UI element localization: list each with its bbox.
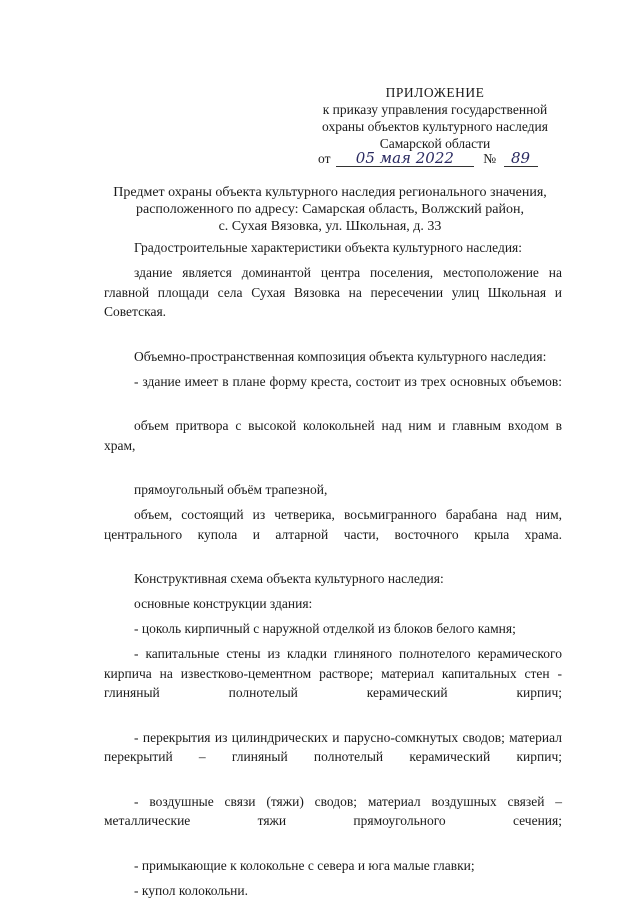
paragraph: основные конструкции здания: — [134, 596, 313, 611]
appendix-line: охраны объектов культурного наследия — [322, 119, 548, 134]
handwritten-date: 05 мая 2022 — [336, 151, 474, 167]
paragraph: Объемно-пространственная композиция объекта культурного наследия: — [134, 348, 547, 364]
appendix-line: Самарской области — [379, 136, 491, 151]
paragraph: прямоугольный объём трапезной, — [134, 482, 328, 497]
appendix-header — [300, 84, 570, 152]
paragraph: - здание имеет в плане форму креста, состоит из трех основных объемов: — [134, 373, 562, 389]
appendix-line: к приказу управления государственной — [322, 102, 548, 117]
paragraph: объем притвора с высокой колокольней над ним и главным входом в храм, — [104, 418, 562, 453]
paragraph: здание является доминантой центра поселения, местоположение на главной площади села Сухая Вязовка на пересечении улиц Школьная и Советская. — [104, 265, 562, 319]
paragraph: Конструктивная схема объекта культурного наследия: — [134, 571, 444, 586]
document-body — [104, 238, 562, 900]
paragraph: - купол колокольни. — [134, 882, 248, 898]
subject-line: расположенного по адресу: Самарская область, Волжский район, — [135, 202, 524, 217]
paragraph: - капитальные стены из кладки глиняного полнотелого керамического кирпича на известково-цементном растворе; материал капитальных стен - глиняный полнотелый керамический кирпич; — [104, 646, 562, 700]
paragraph: объем, состоящий из четверика, восьмигранного барабана над ним, центрального купола и алтарной части, восточного крыла храма. — [104, 507, 562, 542]
appendix-title: ПРИЛОЖЕНИЕ — [385, 85, 485, 100]
paragraph: - цоколь кирпичный с наружной отделкой из блоков белого камня; — [134, 621, 516, 636]
order-date-number — [318, 150, 558, 167]
paragraph: - примыкающие к колокольне с севера и юга малые главки; — [134, 857, 475, 873]
paragraph: - перекрытия из цилиндрических и парусно-сомкнутых сводов; материал перекрытий – глиняный полнотелый керамический кирпич; — [104, 729, 562, 764]
paragraph: Градостроительные характеристики объекта культурного наследия: — [134, 240, 523, 255]
subject-line: с. Сухая Вязовка, ул. Школьная, д. 33 — [218, 219, 442, 234]
paragraph: - воздушные связи (тяжи) сводов; материал воздушных связей – металлические тяжи прямоугольного сечения; — [104, 793, 562, 828]
document-subject — [100, 184, 560, 235]
number-label: № — [483, 151, 497, 166]
from-label: от — [318, 151, 331, 166]
subject-line: Предмет охраны объекта культурного наследия регионального значения, — [113, 185, 547, 200]
handwritten-number: 89 — [504, 151, 538, 167]
